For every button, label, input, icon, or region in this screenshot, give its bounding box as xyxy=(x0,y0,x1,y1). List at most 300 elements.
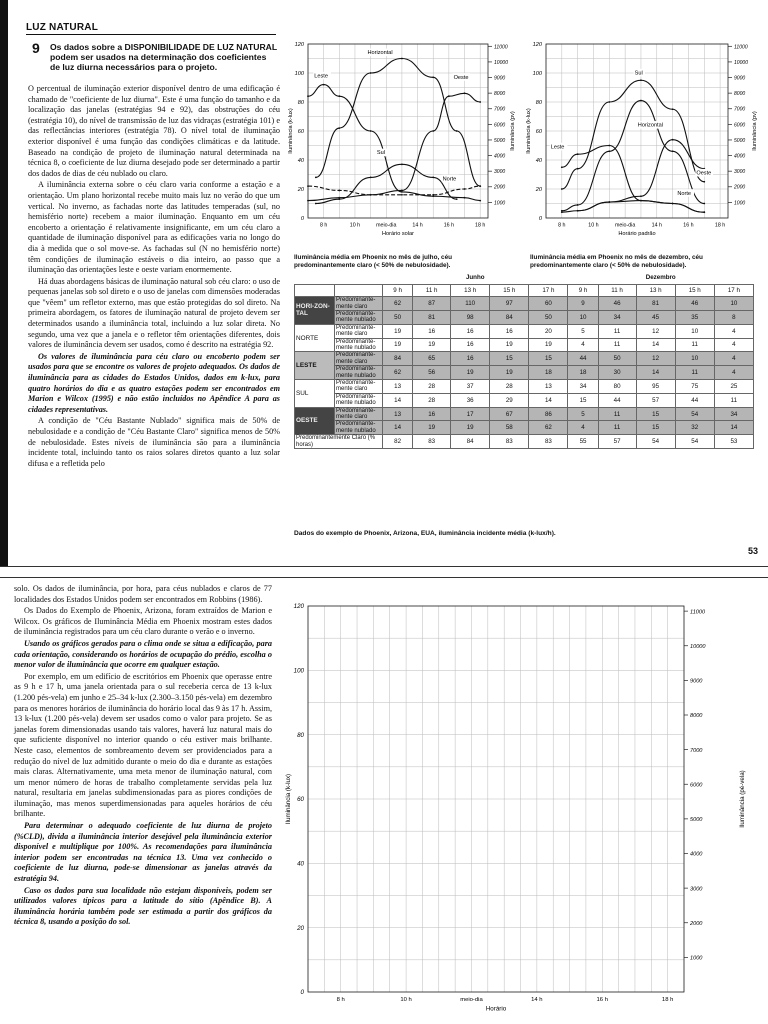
hour-header: 17 h xyxy=(529,284,568,296)
y-right-tick-label: 4000 xyxy=(494,153,506,160)
footer-december: 57 xyxy=(598,435,636,449)
y-right-tick-label: 3000 xyxy=(494,169,506,176)
cell-december: 14 xyxy=(636,366,675,380)
cell-december: 14 xyxy=(636,338,675,352)
y-right-tick-label: 7000 xyxy=(494,106,506,113)
cell-december: 11 xyxy=(714,393,753,407)
orientation-label: LESTE xyxy=(295,352,335,380)
cell-december: 34 xyxy=(568,379,598,393)
y-axis-label: Iluminância (k-lux) xyxy=(288,108,294,154)
series-label: Leste xyxy=(314,73,328,80)
pattern-heading: Os dados sobre a DISPONIBILIDADE DE LUZ NATURAL podem ser usados na determinação dos coeficientes de luz diurna necessários para o projeto. xyxy=(50,42,277,72)
y-right-tick-label: 8000 xyxy=(494,91,506,98)
cell-december: 10 xyxy=(675,352,714,366)
y-right-tick-label: 9000 xyxy=(734,75,746,82)
y-tick-label: 60 xyxy=(535,128,542,135)
cell-december: 44 xyxy=(675,393,714,407)
y-right-tick-label: 10000 xyxy=(734,59,748,66)
cell-june: 15 xyxy=(529,352,568,366)
section-title: LUZ NATURAL xyxy=(26,22,98,33)
y-right-tick-label: 8000 xyxy=(734,91,746,98)
y-tick-label: 0 xyxy=(538,215,542,222)
cell-december: 34 xyxy=(714,407,753,421)
x-tick-label: 10 h xyxy=(349,222,361,229)
y-right-tick-label: 2000 xyxy=(690,920,703,927)
footer-december: 54 xyxy=(675,435,714,449)
cell-june: 87 xyxy=(413,297,451,311)
cell-december: 44 xyxy=(598,393,636,407)
cell-june: 16 xyxy=(413,407,451,421)
data-point xyxy=(432,76,434,78)
cell-june: 28 xyxy=(413,393,451,407)
cell-june: 13 xyxy=(383,407,413,421)
condition-label: Predominante-mente nublado xyxy=(335,366,383,380)
cell-december: 4 xyxy=(568,421,598,435)
x-tick-label: 18 h xyxy=(661,997,674,1004)
data-point xyxy=(672,203,674,205)
cell-december: 30 xyxy=(598,366,636,380)
x-axis-label: Horário solar xyxy=(381,231,415,238)
y-right-tick-label: 1000 xyxy=(734,200,746,207)
cell-june: 19 xyxy=(451,366,490,380)
table-row xyxy=(295,338,754,352)
data-point xyxy=(370,177,372,179)
series-label: Horizontal xyxy=(367,50,393,57)
cell-june: 67 xyxy=(490,407,529,421)
y-right-tick-label: 2000 xyxy=(494,184,506,191)
bold-paragraph: Usando os gráficos gerados para o clima onde se situa a edificação, para cada orientação, considerando os horários de ocupação do prédio, escolha o menor valor de iluminância que ocorre em qualquer estação. xyxy=(14,638,272,670)
y-right-tick-label: 10000 xyxy=(690,643,706,650)
cell-december: 10 xyxy=(714,297,753,311)
data-point xyxy=(370,130,372,132)
cell-december: 12 xyxy=(636,324,675,338)
paragraph: Há duas abordagens básicas de iluminação natural sob céu claro: o uso de pequenas janelas sob sol direto e o uso de janelas com dimensões moderadas que "vêem" um refletor externo, mas que estão protegidas do sol direto. Na primeira abordagem, os fatores de iluminação natural de projeto devem ser determinados usando a iluminância total, incluindo a luz solar direta. No segundo, uma vez que a janela e o refletor têm orientações diferentes, dois valores de iluminância devem ser usados, como é descrito na estratégia 92. xyxy=(28,276,280,350)
data-point xyxy=(577,204,579,206)
series-label: Norte xyxy=(677,190,692,197)
cell-june: 19 xyxy=(451,421,490,435)
cell-june: 20 xyxy=(529,324,568,338)
condition-label: Predominante-mente nublado xyxy=(335,421,383,435)
pattern-number: 9 xyxy=(32,40,40,56)
cell-june: 16 xyxy=(413,324,451,338)
cell-june: 37 xyxy=(451,379,490,393)
chart-december-caption: Iluminância média em Phoenix no mês de dezembro, céu predominantemente claro (< 50% de nebulosidade). xyxy=(530,254,703,269)
y-right-tick-label: 5000 xyxy=(494,137,506,144)
y-tick-label: 80 xyxy=(535,99,542,106)
table-row xyxy=(295,324,754,338)
y-right-tick-label: 6000 xyxy=(734,122,746,129)
table-row xyxy=(295,352,754,366)
cell-june: 15 xyxy=(490,352,529,366)
hour-header: 9 h xyxy=(568,284,598,296)
y-right-tick-label: 11000 xyxy=(494,44,508,51)
data-point xyxy=(672,150,674,152)
cell-december: 44 xyxy=(568,352,598,366)
footer-label-text: Predominantemente Claro xyxy=(296,435,367,442)
condition-label: Predominante-mente nublado xyxy=(335,338,383,352)
y-axis-label: Iluminância (k-lux) xyxy=(285,773,292,825)
x-tick-label: meio-dia xyxy=(614,222,636,229)
condition-label: Predominante-mente claro xyxy=(335,379,383,393)
cell-december: 4 xyxy=(568,338,598,352)
y-tick-label: 60 xyxy=(297,128,304,135)
y-right-tick-label: 2000 xyxy=(734,184,746,191)
data-point xyxy=(456,198,458,200)
cell-december: 10 xyxy=(568,310,598,324)
cell-june: 62 xyxy=(383,297,413,311)
hours-spacer xyxy=(295,284,335,296)
footer-june: 84 xyxy=(451,435,490,449)
data-point xyxy=(338,190,340,192)
y-right-tick-label: 6000 xyxy=(690,782,703,789)
x-tick-label: 18 h xyxy=(714,222,726,229)
y-tick-label: 0 xyxy=(300,215,304,222)
cell-june: 84 xyxy=(383,352,413,366)
data-point xyxy=(640,200,642,202)
condition-label: Predominante-mente claro xyxy=(335,352,383,366)
data-point xyxy=(432,177,434,179)
condition-label: Predominante-mente claro xyxy=(335,324,383,338)
cell-december: 15 xyxy=(568,393,598,407)
illuminance-table xyxy=(294,272,754,449)
cell-december: 11 xyxy=(598,407,636,421)
data-point xyxy=(338,95,340,97)
cell-december: 9 xyxy=(568,297,598,311)
cell-june: 14 xyxy=(383,421,413,435)
y-axis-label: Iluminância (k-lux) xyxy=(526,108,532,154)
cell-june: 98 xyxy=(451,310,490,324)
y-right-tick-label: 3000 xyxy=(690,886,703,893)
data-point xyxy=(432,194,434,196)
cell-june: 62 xyxy=(383,366,413,380)
footer-june: 83 xyxy=(490,435,529,449)
cell-june: 97 xyxy=(490,297,529,311)
y-tick-label: 100 xyxy=(532,70,542,77)
cell-december: 4 xyxy=(714,352,753,366)
data-point xyxy=(577,168,579,170)
cell-december: 54 xyxy=(675,407,714,421)
footer-december: 54 xyxy=(636,435,675,449)
cell-june: 14 xyxy=(529,393,568,407)
cell-december: 46 xyxy=(675,297,714,311)
y-right-tick-label: 11000 xyxy=(690,609,706,616)
x-tick-label: meio-dia xyxy=(376,222,397,229)
series-label: Oeste xyxy=(696,170,712,177)
cell-june: 56 xyxy=(413,366,451,380)
condition-label: Predominante-mente nublado xyxy=(335,393,383,407)
y-right-tick-label: 10000 xyxy=(494,59,508,66)
hour-header: 13 h xyxy=(636,284,675,296)
text-column-page2 xyxy=(14,584,272,929)
data-point xyxy=(432,130,434,132)
cell-december: 18 xyxy=(568,366,598,380)
cell-june: 17 xyxy=(451,407,490,421)
data-point xyxy=(608,150,610,152)
chart-december xyxy=(520,40,766,252)
paragraph: solo. Os dados de iluminância, por hora, para céus nublados e claros de 77 localidades dos Estados Unidos podem ser encontrados em Robbins (1986). xyxy=(14,584,272,604)
y-right-tick-label: 5000 xyxy=(734,137,746,144)
data-point xyxy=(401,194,403,196)
cell-december: 11 xyxy=(675,338,714,352)
y-right-axis-label: Iluminância (pv) xyxy=(510,111,516,151)
section-rule xyxy=(26,34,276,35)
data-point xyxy=(401,190,403,192)
cell-december: 75 xyxy=(675,379,714,393)
footer-june: 83 xyxy=(529,435,568,449)
cell-december: 32 xyxy=(675,421,714,435)
data-point xyxy=(401,58,403,60)
data-point xyxy=(703,211,705,213)
cell-june: 29 xyxy=(490,393,529,407)
data-point xyxy=(561,166,563,168)
y-right-tick-label: 4000 xyxy=(734,153,746,160)
y-right-tick-label: 9000 xyxy=(690,678,703,685)
y-right-tick-label: 6000 xyxy=(494,122,506,129)
x-tick-label: 8 h xyxy=(336,997,345,1004)
month-december-header: Dezembro xyxy=(568,272,754,284)
cell-december: 4 xyxy=(714,324,753,338)
cell-june: 13 xyxy=(383,379,413,393)
data-point xyxy=(315,203,317,205)
data-point xyxy=(479,200,481,202)
table-row xyxy=(295,310,754,324)
hour-header: 17 h xyxy=(714,284,753,296)
chart-july-caption: Iluminância média em Phoenix no mês de julho, céu predominantemente claro (< 50% de nebulosidade). xyxy=(294,254,453,269)
cell-june: 19 xyxy=(413,338,451,352)
table-row xyxy=(295,407,754,421)
cell-december: 46 xyxy=(598,297,636,311)
y-right-tick-label: 7000 xyxy=(690,747,703,754)
cell-june: 16 xyxy=(451,338,490,352)
x-tick-label: meio-dia xyxy=(460,997,483,1004)
paragraph: O percentual de iluminação exterior disponível dentro de uma edificação é chamado de "coeficiente de luz diurna". Este é uma função do tamanho e da localização das janelas (estratégias 94 e 92), das obstruções do céu (estratégia 10), do nível de transmissão de luz das vidraças (estratégia 101) e das reflectâncias interiores (estratégia 78). O nível total de iluminação exterior disponível é uma função das condições climáticas e da latitude. Baseado na condição de projeto de iluminação natural determinada na técnica 8, o coeficiente de luz diurna desejado pode ser determinado a partir dos dados de dias de céu nublado ou claro. xyxy=(28,84,280,178)
series-label: Oeste xyxy=(453,74,469,81)
cell-june: 50 xyxy=(383,310,413,324)
data-point xyxy=(307,95,309,97)
data-point xyxy=(370,72,372,74)
condition-label: Predominante-mente claro xyxy=(335,297,383,311)
cell-december: 81 xyxy=(636,297,675,311)
x-tick-label: 8 h xyxy=(319,222,328,229)
series-label: Norte xyxy=(442,176,457,183)
cell-june: 58 xyxy=(490,421,529,435)
table-body xyxy=(295,297,754,449)
cell-june: 65 xyxy=(413,352,451,366)
cell-december: 34 xyxy=(598,310,636,324)
cell-december: 15 xyxy=(636,421,675,435)
cell-june: 84 xyxy=(490,310,529,324)
series-label: Leste xyxy=(550,144,565,151)
table-caption: Dados do exemplo de Phoenix, Arizona, EUA, iluminância incidente média (k-lux/h). xyxy=(294,530,556,537)
y-tick-label: 20 xyxy=(297,186,304,193)
cell-december: 4 xyxy=(714,338,753,352)
series-label: Sul xyxy=(376,150,385,157)
page-number: 53 xyxy=(747,546,758,556)
hour-header: 11 h xyxy=(598,284,636,296)
bold-paragraph: Caso os dados para sua localidade não estejam disponíveis, podem ser utilizados valores típicos para a latitude do sítio (Apêndice B). A iluminância horária também pode ser estimada a partir dos gráficos da técnica 8, usando a posição do sol. xyxy=(14,885,272,927)
table-row xyxy=(295,297,754,311)
x-tick-label: 16 h xyxy=(443,222,455,229)
cell-december: 57 xyxy=(636,393,675,407)
data-point xyxy=(479,101,481,103)
hour-header: 15 h xyxy=(675,284,714,296)
data-point xyxy=(370,194,372,196)
data-point xyxy=(448,95,450,97)
y-tick-label: 40 xyxy=(535,157,542,164)
x-axis-label: Horário padrão xyxy=(618,231,656,238)
x-tick-label: 18 h xyxy=(475,222,486,229)
cell-june: 28 xyxy=(413,379,451,393)
paragraph: Por exemplo, em um edifício de escritórios em Phoenix que operasse entre as 9 h e 17 h, uma janela orientada para o sul receberia cerca de 13 k-lux (1.200 pés-vela) em junho e 25–34 k-lux (2.300–3.150 pés-vela) em dezembro para os menores horários de iluminância do horário local das 9 às 17 h. Assim, 13 k-lux (1.200 pés-vela) devem ser usados como o valor para projeto. Se as janelas forem dimensionadas usando tais valores, haverá luz natural mais do que suficiente disponível no interior quando o céu estiver mais brilhante. Neste caso, elementos de sombreamento devem ser providenciados para a redução do nível de luz admitido durante o meio do dia e durante as estações mais claras. Alternativamente, uma meta menor de iluminação natural, com um menor número de horas de trabalho completamente servidas pela luz natural, resultaria em janelas subdimensionadas para as piores condições de iluminação, mas menos superdimensionadas para aqueles horários de céu brilhante. xyxy=(14,671,272,819)
cell-june: 19 xyxy=(383,324,413,338)
x-tick-label: 8 h xyxy=(558,222,566,229)
cell-june: 110 xyxy=(451,297,490,311)
bold-paragraph: Os valores de iluminância para céu claro ou encoberto podem ser usados para que se encontre os valores de projeto adequados. Os dados de iluminância para as cidades do Estados Unidos, dados em k-lux, para quatro horários do dia e as quatro estações podem ser encontrados em Marion e Wilcox (1995) e não estão incluídos no Apêndice A para as cidades representativas. xyxy=(28,351,280,414)
data-point xyxy=(640,195,642,197)
cell-june: 16 xyxy=(490,324,529,338)
y-right-axis-label: Iluminância (pv) xyxy=(752,111,758,151)
cell-june: 18 xyxy=(529,366,568,380)
cell-june: 81 xyxy=(413,310,451,324)
data-point xyxy=(672,139,674,141)
data-point xyxy=(608,145,610,147)
data-point xyxy=(464,197,466,199)
table-row xyxy=(295,393,754,407)
footer-june: 82 xyxy=(383,435,413,449)
y-tick-label: 20 xyxy=(535,186,542,193)
cell-december: 35 xyxy=(675,310,714,324)
y-right-tick-label: 5000 xyxy=(690,817,703,824)
y-tick-label: 40 xyxy=(297,157,304,164)
y-right-tick-label: 3000 xyxy=(734,169,746,176)
data-point xyxy=(561,211,563,213)
month-june-header: Junho xyxy=(383,272,568,284)
hour-header: 9 h xyxy=(383,284,413,296)
data-point xyxy=(577,153,579,155)
x-tick-label: 14 h xyxy=(531,997,543,1004)
page-54 xyxy=(0,578,768,1024)
cell-june: 13 xyxy=(529,379,568,393)
y-tick-label: 60 xyxy=(297,796,304,804)
data-point xyxy=(338,198,340,200)
table-row xyxy=(295,421,754,435)
text-column-page1 xyxy=(28,84,280,470)
cell-december: 80 xyxy=(598,379,636,393)
series-label: Horizontal xyxy=(637,122,663,129)
x-tick-label: 14 h xyxy=(412,222,423,229)
data-point xyxy=(338,127,340,129)
data-point xyxy=(456,130,458,132)
data-point xyxy=(608,101,610,103)
paragraph: A condição de "Céu Bastante Nublado" significa mais de 50% de nebulosidade e a condição de "Céu Bastante Claro" significa menos de 50% de nebulosidade. Estes níveis de iluminância são para a iluminância incidente total, incluindo tanto os raios solares diretos quanto a luz solar difusa e a refletida pelo xyxy=(28,416,280,468)
data-point xyxy=(672,108,674,110)
y-tick-label: 20 xyxy=(297,924,304,932)
cell-june: 50 xyxy=(529,310,568,324)
cell-june: 60 xyxy=(529,297,568,311)
cell-december: 45 xyxy=(636,310,675,324)
cell-june: 36 xyxy=(451,393,490,407)
chart-july xyxy=(284,40,524,252)
cell-december: 11 xyxy=(598,324,636,338)
series-label: Sul xyxy=(634,70,643,77)
data-point xyxy=(315,177,317,179)
footer-december: 55 xyxy=(568,435,598,449)
x-tick-label: 10 h xyxy=(588,222,599,229)
cell-june: 14 xyxy=(383,393,413,407)
data-point xyxy=(401,163,403,165)
data-point xyxy=(561,188,563,190)
y-right-tick-label: 4000 xyxy=(690,851,703,858)
paragraph: A iluminância externa sobre o céu claro varia conforme a estação e a orientação. Um plano horizontal recebe muito mais luz no verão do que um vertical. No inverno, as fachadas norte das latitudes temperadas (sul, no hemisfério norte) recebem a maior iluminação. Enquanto em um céu encoberto a orientação é relativamente insignificante, em um céu claro a quantidade de iluminação disponível para as edificações varia no longo do dia à medida que o sol move-se. As fachadas sul (N no hemisfério norte) têm condições de iluminação estáveis o dia inteiro, ao passo que a iluminação das orientações leste e oeste variam enormemente. xyxy=(28,180,280,275)
cell-december: 8 xyxy=(714,310,753,324)
orientation-label: SUL xyxy=(295,379,335,407)
y-tick-label: 100 xyxy=(294,70,304,77)
cell-june: 19 xyxy=(383,338,413,352)
data-point xyxy=(608,201,610,203)
cell-june: 28 xyxy=(490,379,529,393)
data-point xyxy=(640,100,642,102)
paragraph: Os Dados do Exemplo de Phoenix, Arizona, foram extraídos de Marion e Wilcox. Os gráficos de Iluminância Média em Phoenix mostram estes dados de iluminância registrados para um céu claro durante o verão e o inverno. xyxy=(14,606,272,637)
x-tick-label: 16 h xyxy=(683,222,694,229)
y-right-tick-label: 9000 xyxy=(494,75,506,82)
footer-unit: (% horas) xyxy=(296,435,376,448)
cell-december: 50 xyxy=(598,352,636,366)
cell-june: 62 xyxy=(529,421,568,435)
cell-december: 5 xyxy=(568,324,598,338)
cell-december: 11 xyxy=(675,366,714,380)
footer-row xyxy=(295,435,754,449)
cell-june: 16 xyxy=(451,352,490,366)
x-tick-label: 10 h xyxy=(400,997,412,1004)
cell-december: 25 xyxy=(714,379,753,393)
y-tick-label: 120 xyxy=(294,41,304,48)
data-point xyxy=(307,185,309,187)
chart-blank-grid xyxy=(278,596,760,1024)
condition-label: Predominante-mente claro xyxy=(335,407,383,421)
hour-header: 13 h xyxy=(451,284,490,296)
footer-label xyxy=(295,435,383,449)
y-tick-label: 40 xyxy=(297,860,304,868)
cell-june: 19 xyxy=(529,338,568,352)
cell-december: 4 xyxy=(714,366,753,380)
cell-december: 14 xyxy=(714,421,753,435)
data-point xyxy=(703,203,705,205)
y-tick-label: 0 xyxy=(300,989,304,997)
cell-december: 15 xyxy=(636,407,675,421)
orientation-label: OESTE xyxy=(295,407,335,435)
x-tick-label: 16 h xyxy=(596,997,608,1004)
orientation-label: NORTE xyxy=(295,324,335,352)
y-right-tick-label: 11000 xyxy=(734,44,748,51)
cell-june: 16 xyxy=(451,324,490,338)
hours-spacer xyxy=(335,284,383,296)
cell-june: 19 xyxy=(490,366,529,380)
cell-december: 12 xyxy=(636,352,675,366)
page-divider xyxy=(0,566,768,578)
cell-june: 19 xyxy=(413,421,451,435)
y-tick-label: 120 xyxy=(532,41,542,48)
bold-paragraph: Para determinar o adequado coeficiente de luz diurna de projeto (%CLD), divida a iluminância interior desejável pela iluminância exterior disponível e multiplique por 100%. As recomendações para iluminância interior podem ser encontradas na técnica 13. Uma vez conhecido o coeficiente de luz diurna, pode-se dimensionar as janelas através da estratégia 94. xyxy=(14,821,272,884)
hour-header: 15 h xyxy=(490,284,529,296)
data-point xyxy=(479,185,481,187)
y-right-tick-label: 1000 xyxy=(690,955,703,962)
data-point xyxy=(577,210,579,212)
x-tick-label: 14 h xyxy=(651,222,662,229)
cell-december: 5 xyxy=(568,407,598,421)
hours-row xyxy=(295,284,754,296)
cell-june: 19 xyxy=(490,338,529,352)
data-point xyxy=(703,181,705,183)
